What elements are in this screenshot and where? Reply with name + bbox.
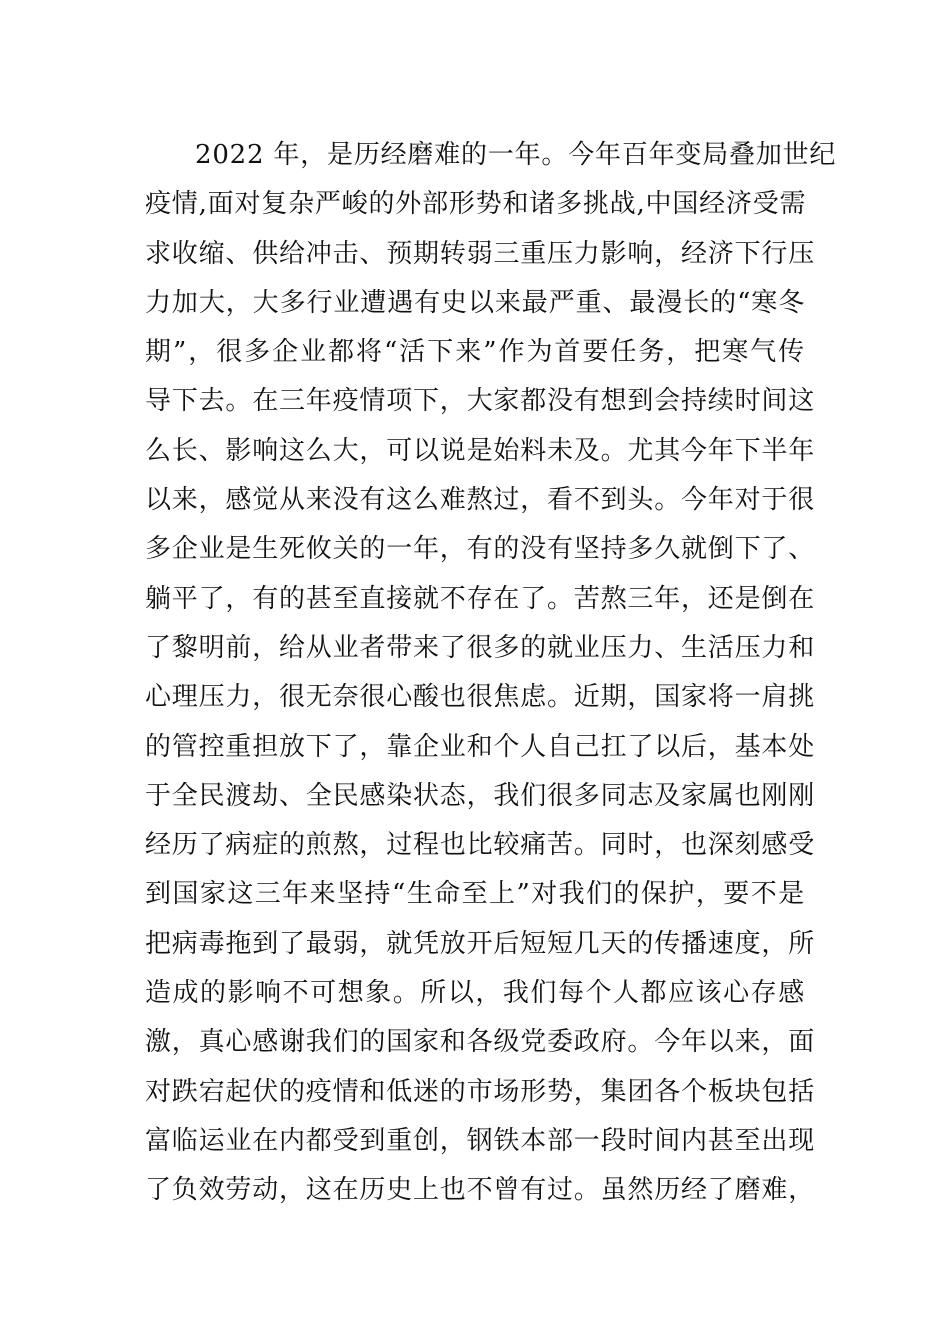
- text-line: 期”，很多企业都将“活下来”作为首要任务，把寒气传: [145, 337, 805, 368]
- text-line: 造成的影响不可想象。所以，我们每个人都应该心存感: [145, 978, 805, 1009]
- text-line: 把病毒拖到了最弱，就凭放开后短短几天的传播速度，所: [145, 928, 816, 959]
- text-line: 么长、影响这么大，可以说是始料未及。尤其今年下半年: [145, 435, 816, 466]
- text-line: 富临运业在内都受到重创，钢铁本部一段时间内甚至出现: [145, 1125, 816, 1156]
- text-line: 了负效劳动，这在历史上也不曾有过。虽然历经了磨难，: [145, 1175, 816, 1206]
- text-line: 躺平了，有的甚至直接就不存在了。苦熬三年，还是倒在: [145, 583, 816, 614]
- text-line: 到国家这三年来坚持“生命至上”对我们的保护，要不是: [145, 879, 805, 910]
- text-line: 2022 年，是历经磨难的一年。今年百年变局叠加世纪: [195, 140, 837, 170]
- text-line: 的管控重担放下了，靠企业和个人自己扛了以后，基本处: [145, 731, 816, 762]
- text-line: 心理压力，很无奈很心酸也很焦虑。近期，国家将一肩挑: [145, 682, 816, 713]
- text-line: 经历了病症的煎熬，过程也比较痛苦。同时，也深刻感受: [145, 830, 816, 861]
- body-paragraph: [145, 131, 837, 1216]
- text-line: 对跌宕起伏的疫情和低迷的市场形势，集团各个板块包括: [145, 1076, 816, 1107]
- text-line: 导下去。在三年疫情项下，大家都没有想到会持续时间这: [145, 386, 816, 417]
- text-line: 以来，感觉从来没有这么难熬过，看不到头。今年对于很: [145, 485, 816, 516]
- text-line: 于全民渡劫、全民感染状态，我们很多同志及家属也刚刚: [145, 780, 816, 811]
- text-line: 多企业是生死攸关的一年，有的没有坚持多久就倒下了、: [145, 534, 816, 565]
- text-line: 激，真心感谢我们的国家和各级党委政府。今年以来，面: [145, 1027, 816, 1058]
- text-line: 了黎明前，给从业者带来了很多的就业压力、生活压力和: [145, 632, 816, 663]
- text-line: 求收缩、供给冲击、预期转弱三重压力影响，经济下行压: [145, 238, 816, 269]
- text-line: 疫情,面对复杂严峻的外部形势和诸多挑战,中国经济受需: [145, 189, 807, 220]
- text-line: 力加大，大多行业遭遇有史以来最严重、最漫长的“寒冬: [145, 287, 805, 318]
